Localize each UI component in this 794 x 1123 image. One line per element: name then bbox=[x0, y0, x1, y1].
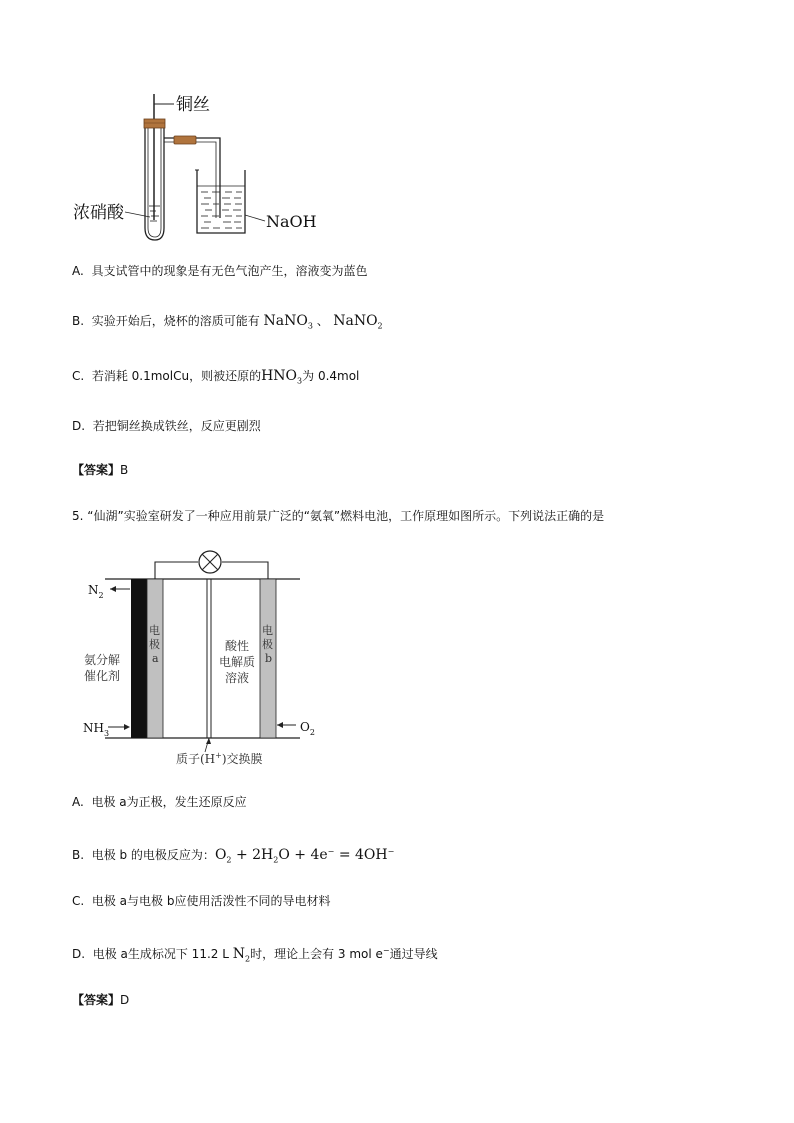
membrane-pointer bbox=[205, 738, 211, 752]
catalyst-label-line2: 催化剂 bbox=[84, 669, 121, 683]
electrolyte-label-1: 酸性 bbox=[225, 639, 250, 653]
acid-label: 浓硝酸 bbox=[73, 203, 124, 223]
beaker bbox=[197, 170, 245, 233]
naoh-liquid bbox=[201, 192, 242, 228]
n2-arrow bbox=[110, 586, 130, 592]
q4-option-b: B. 实验开始后，烧杯的溶质可能有 NaNO$_3$ 、 NaNO$_2$ bbox=[72, 313, 383, 331]
q5-option-b: B. 电极 b 的电极反应为：$O_2 + 2H_2O + 4e^- = 4OH^-$ bbox=[72, 847, 395, 865]
fuel-cell-figure bbox=[80, 545, 330, 770]
n2-label: $N_2$ bbox=[88, 583, 104, 600]
side-arm bbox=[164, 138, 220, 218]
electrode-b-label-3: b bbox=[265, 652, 273, 665]
electrolyte-label-2: 电解质 bbox=[219, 655, 256, 669]
q5-stem: 5. “仙湖”实验室研发了一种应用前景广泛的“氨氧”燃料电池，工作原理如图所示。下列说法正确的是 bbox=[72, 509, 605, 523]
q5-answer: 【答案】D bbox=[72, 993, 130, 1007]
electrode-b-label-2: 极 bbox=[262, 638, 273, 651]
o2-arrow bbox=[277, 722, 296, 728]
q4-answer: 【答案】B bbox=[72, 463, 129, 477]
electrode-a-label-1: 电 bbox=[149, 624, 160, 637]
o2-label: $O_2$ bbox=[300, 720, 315, 737]
q4-option-d: D. 若把铜丝换成铁丝，反应更剧烈 bbox=[72, 419, 261, 433]
copper-wire-label: 铜丝 bbox=[176, 95, 210, 115]
electrode-a-label-2: 极 bbox=[149, 638, 160, 651]
catalyst-label-line1: 氨分解 bbox=[84, 653, 121, 667]
q5-option-a: A. 电极 a为正极，发生还原反应 bbox=[72, 795, 247, 809]
tube-stopper bbox=[144, 119, 165, 128]
electrode-b-label-1: 电 bbox=[262, 624, 273, 637]
electrolyte-label-3: 溶液 bbox=[225, 671, 250, 685]
membrane-label: 质子(H+)交换膜 bbox=[176, 751, 263, 766]
nh3-arrow bbox=[108, 724, 130, 730]
q5-option-d: D. 电极 a生成标况下 11.2 L $N_2$时，理论上会有 3 mol e−通过导线 bbox=[72, 946, 438, 964]
q4-option-c: C. 若消耗 0.1molCu，则被还原的$HNO_3$为 0.4mol bbox=[72, 368, 360, 386]
q4-option-a: A. 具支试管中的现象是有无色气泡产生，溶液变为蓝色 bbox=[72, 264, 368, 278]
catalyst-layer bbox=[131, 579, 147, 738]
apparatus-figure bbox=[70, 90, 330, 245]
q5-option-c: C. 电极 a与电极 b应使用活泼性不同的导电材料 bbox=[72, 894, 331, 908]
electrode-a-label-3: a bbox=[152, 652, 159, 665]
side-arm-connector bbox=[174, 136, 196, 144]
nh3-label: $NH_3$ bbox=[83, 721, 110, 738]
naoh-label: NaOH bbox=[266, 212, 317, 231]
